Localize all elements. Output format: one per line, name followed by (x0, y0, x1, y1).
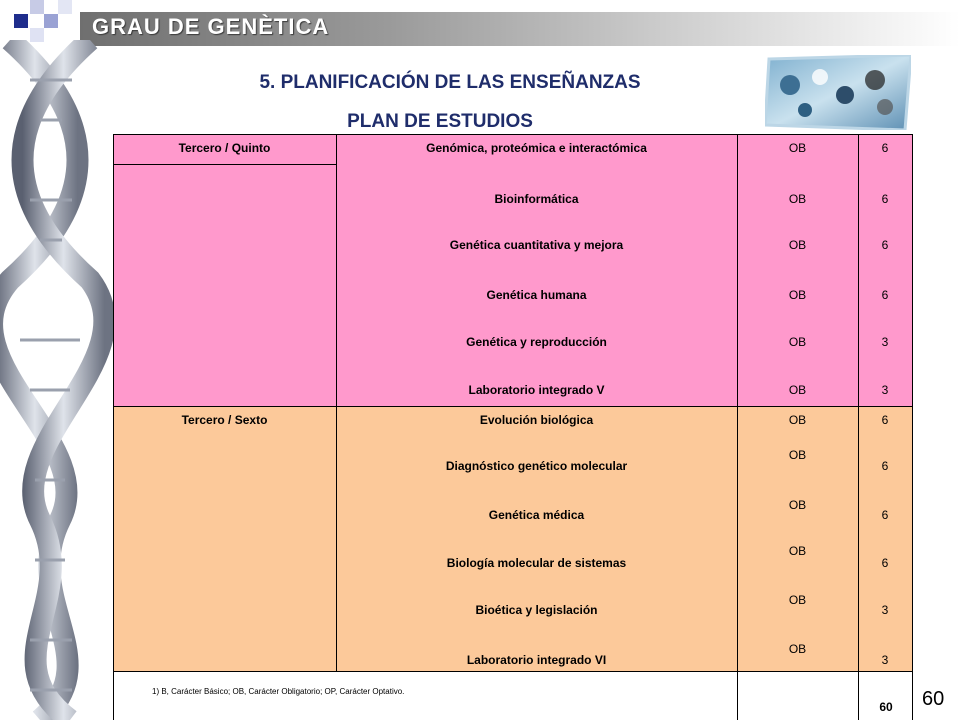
subject-cell: Biología molecular de sistemas (446, 556, 627, 570)
credits-cell: 3 (881, 383, 889, 397)
total-credits: 60 (879, 700, 893, 714)
subject-cell: Genética humana (486, 288, 587, 302)
table-group-band (113, 406, 912, 671)
type-cell: OB (788, 141, 807, 155)
subject-cell: Evolución biológica (479, 413, 594, 427)
course-semester-label: Tercero / Sexto (181, 413, 268, 427)
table-border (737, 134, 738, 720)
table-border (113, 406, 912, 407)
credits-cell: 6 (881, 459, 889, 473)
subject-cell: Diagnóstico genético molecular (445, 459, 628, 473)
table-border (113, 134, 114, 720)
section-title: 5. PLANIFICACIÓN DE LAS ENSEÑANZAS (259, 72, 641, 93)
subject-cell: Genómica, proteómica e interactómica (426, 141, 647, 155)
type-cell: OB (788, 192, 807, 206)
subject-cell: Genética médica (488, 508, 585, 522)
credits-cell: 6 (881, 288, 889, 302)
course-semester-label: Tercero / Quinto (178, 141, 271, 155)
type-cell: OB (788, 448, 807, 462)
subject-cell: Genética cuantitativa y mejora (449, 238, 624, 252)
subject-cell: Laboratorio integrado V (468, 383, 605, 397)
type-cell: OB (788, 544, 807, 558)
subject-cell: Bioinformática (494, 192, 579, 206)
table-group-band (113, 134, 912, 406)
header-title: GRAU DE GENÈTICA (92, 14, 330, 39)
table-border (113, 164, 336, 165)
credits-cell: 6 (881, 556, 889, 570)
subject-cell: Bioética y legislación (475, 603, 598, 617)
type-cell: OB (788, 335, 807, 349)
page-number: 60 (922, 688, 945, 710)
table-border (858, 134, 859, 720)
credits-cell: 6 (881, 192, 889, 206)
type-cell: OB (788, 593, 807, 607)
credits-cell: 6 (881, 508, 889, 522)
credits-cell: 6 (881, 413, 889, 427)
type-cell: OB (788, 413, 807, 427)
type-cell: OB (788, 383, 807, 397)
credits-cell: 3 (881, 603, 889, 617)
table-border (336, 134, 337, 671)
type-cell: OB (788, 288, 807, 302)
credits-cell: 3 (881, 653, 889, 667)
type-cell: OB (788, 498, 807, 512)
table-border (113, 671, 912, 672)
type-cell: OB (788, 238, 807, 252)
credits-cell: 6 (881, 141, 889, 155)
table-border (912, 134, 913, 720)
credits-cell: 6 (881, 238, 889, 252)
plan-title: PLAN DE ESTUDIOS (347, 111, 533, 132)
footnote: 1) B, Carácter Básico; OB, Carácter Obligatorio; OP, Carácter Optativo. (152, 687, 405, 696)
subject-cell: Laboratorio integrado VI (466, 653, 607, 667)
subject-cell: Genética y reproducción (466, 335, 607, 349)
credits-cell: 3 (881, 335, 889, 349)
table-border (113, 134, 912, 135)
type-cell: OB (788, 642, 807, 656)
